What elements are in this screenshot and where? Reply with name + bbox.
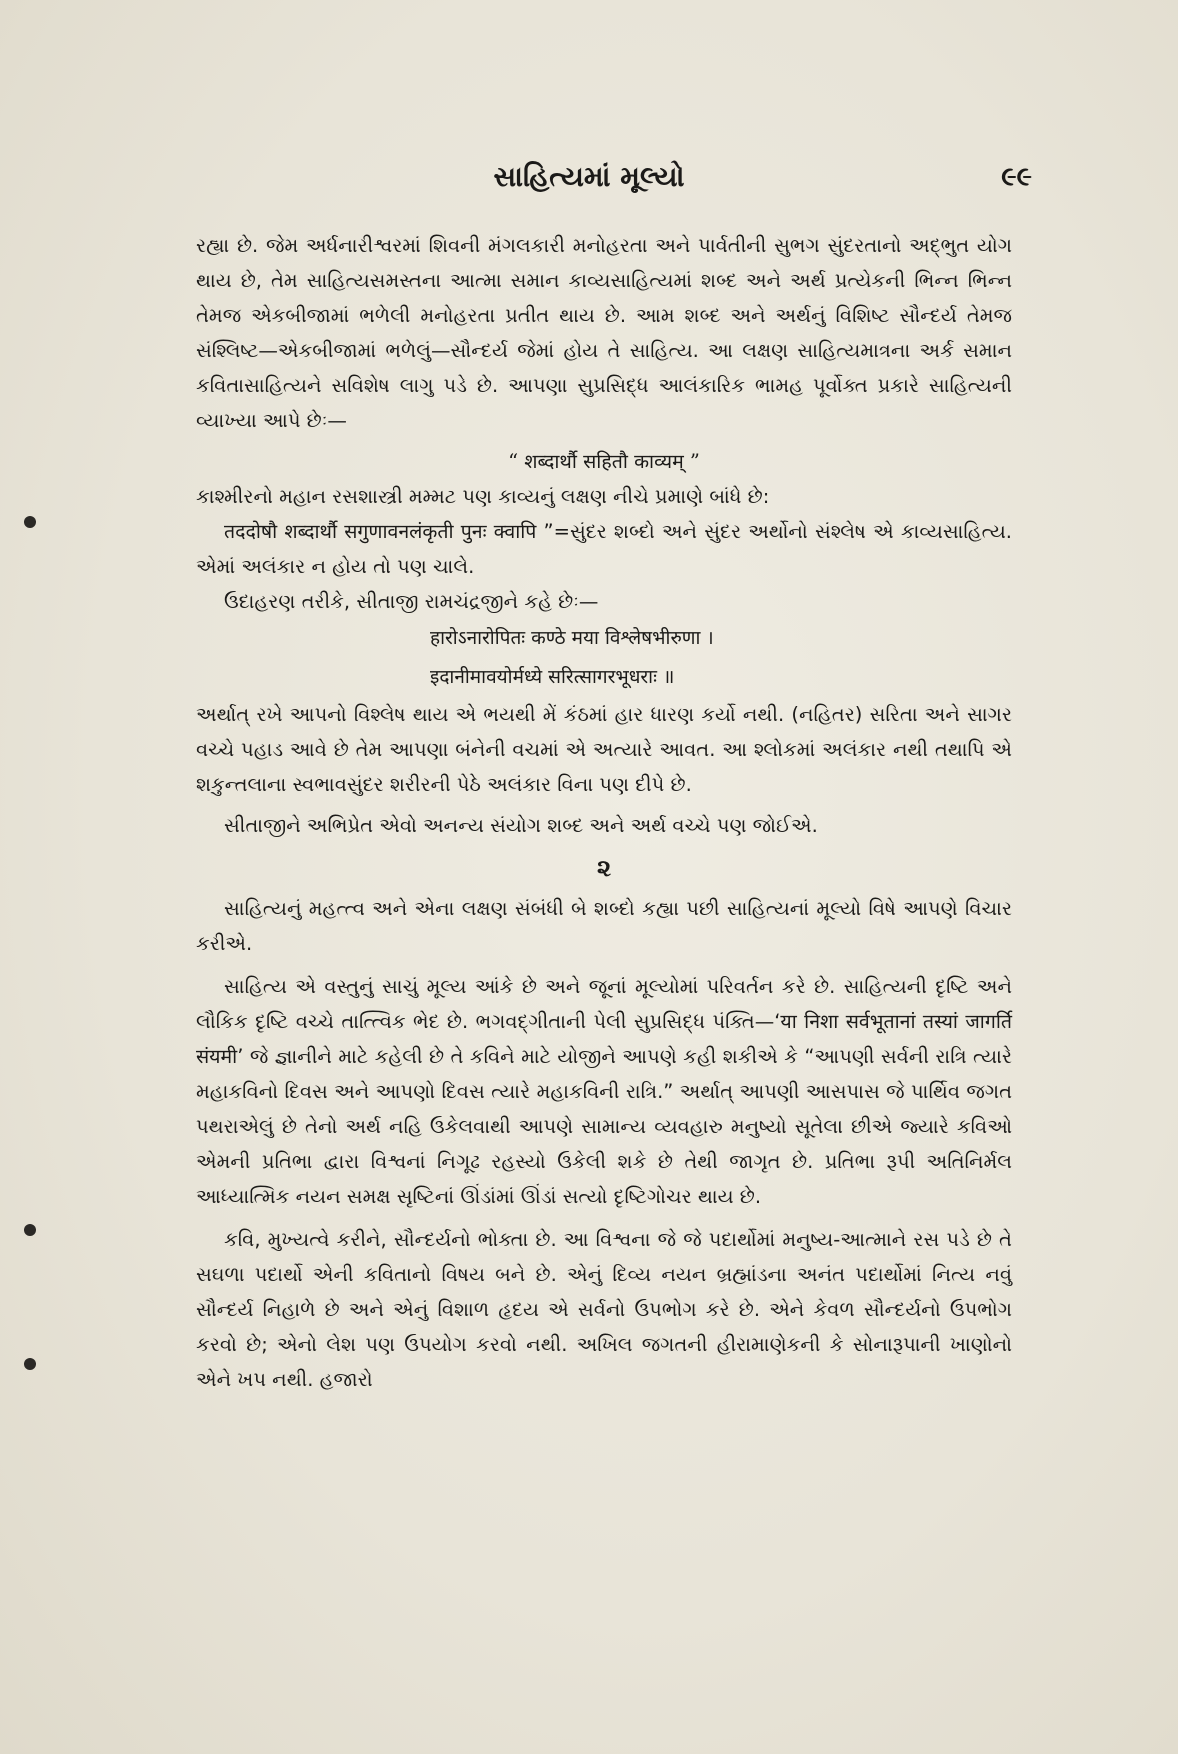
body-text: [196, 228, 1012, 1397]
binding-hole: [24, 1358, 36, 1370]
paragraph: ઉદાહરણ તરીકે, સીતાજી રામચંદ્રજીને કહે છેઃ—: [224, 590, 599, 613]
paragraph: तददोषौ शब्दार्थौ सगुणावनलंकृती पुनः क्वापि ”=સુંદર શબ્દો અને સુંદર અર્થોનો સંશ્લેષ એ કાવ્યસાહિત્ય. એમાં અલંકાર ન હોય તો પણ ચાલે.: [196, 520, 1012, 578]
verse-line: हारोऽनारोपितः कण्ठे मया विश्लेषभीरुणा ।: [430, 627, 714, 649]
section-number: ૨: [596, 854, 612, 882]
paragraph: કાશ્મીરનો મહાન રસશાસ્ત્રી મમ્મટ પણ કાવ્યનું લક્ષણ નીચે પ્રમાણે બાંધે છે:: [196, 485, 770, 508]
sanskrit-quote: “ शब्दार्थौ सहितौ काव्यम् ”: [508, 450, 700, 473]
page-header: [0, 160, 1178, 200]
verse-line: इदानीमावयोर्मध्ये सरित्सागरभूधराः ॥: [430, 666, 675, 688]
paragraph: રહ્યા છે. જેમ અર્ધનારીશ્વરમાં શિવની મંગલકારી મનોહરતા અને પાર્વતીની સુભગ સુંદરતાનો અદ્ભુત યોગ થાય છે, તેમ સાહિત્યસમસ્તના આત્મા સમાન કાવ્યસાહિત્યમાં શબ્દ અને અર્થ પ્રત્યેકની ભિન્ન ભિન્ન તેમજ એકબીજામાં ભળેલી મનોહરતા પ્રતીત થાય છે. આમ શબ્દ અને અર્થનું વિશિષ્ટ સૌન્દર્ય તેમજ સંશ્લિષ્ટ—એકબીજામાં ભળેલું—સૌન્દર્ય જેમાં હોય તે સાહિત્ય. આ લક્ષણ સાહિત્યમાત્રના અર્ક સમાન કવિતાસાહિત્યને સવિશેષ લાગુ પડે છે. આપણા સુપ્રસિદ્ધ આલંકારિક ભામહ પૂર્વોક્ત પ્રકારે સાહિત્યની વ્યાખ્યા આપે છેઃ—: [196, 234, 1012, 432]
page-number: ૯૯: [1001, 162, 1032, 192]
binding-hole: [24, 516, 36, 528]
paragraph: સાહિત્ય એ વસ્તુનું સાચું મૂલ્ય આંકે છે અને જૂનાં મૂલ્યોમાં પરિવર્તન કરે છે. સાહિત્યની દૃષ્ટિ અને લૌકિક દૃષ્ટિ વચ્ચે તાત્ત્વિક ભેદ છે. ભગવદ્ગીતાની પેલી સુપ્રસિદ્ધ પંક્તિ—‘या निशा सर्वभूतानां तस्यां जागर्ति संयमी’ જે જ્ઞાનીને માટે કહેલી છે તે કવિને માટે યોજીને આપણે કહી શકીએ કે “આપણી સર્વની રાત્રિ ત્યારે મહાકવિનો દિવસ અને આપણો દિવસ ત્યારે મહાકવિની રાત્રિ.” અર્થાત્ આપણી આસપાસ જે પાર્થિવ જગત પથરાએલું છે તેનો અર્થ નહિ ઉકેલવાથી આપણે સામાન્ય વ્યવહારુ મનુષ્યો સૂતેલા છીએ જ્યારે કવિઓ એમની પ્રતિભા દ્વારા વિશ્વનાં નિગૂઢ રહસ્યો ઉકેલી શકે છે તેથી જાગૃત છે. પ્રતિભા રૂપી અતિનિર્મલ આધ્યાત્મિક નયન સમક્ષ સૃષ્ટિનાં ઊંડાંમાં ઊંડાં સત્યો દૃષ્ટિગોચર થાય છે.: [196, 975, 1012, 1208]
paragraph: સાહિત્યનું મહત્ત્વ અને એના લક્ષણ સંબંધી બે શબ્દો કહ્યા પછી સાહિત્યનાં મૂલ્યો વિષે આપણે વિચાર કરીએ.: [196, 897, 1012, 955]
paragraph: સીતાજીને અભિપ્રેત એવો અનન્ય સંયોગ શબ્દ અને અર્થ વચ્ચે પણ જોઈએ.: [224, 814, 818, 837]
paragraph: કવિ, મુખ્યત્વે કરીને, સૌન્દર્યનો ભોક્તા છે. આ વિશ્વના જે જે પદાર્થોમાં મનુષ્ય-આત્માને રસ પડે છે તે સઘળા પદાર્થો એની કવિતાનો વિષય બને છે. એનું દિવ્ય નયન બ્રહ્માંડના અનંત પદાર્થોમાં નિત્ય નવું સૌન્દર્ય નિહાળે છે અને એનું વિશાળ હૃદય એ સર્વનો ઉપભોગ કરે છે. એને કેવળ સૌન્દર્યનો ઉપભોગ કરવો છે; એનો લેશ પણ ઉપયોગ કરવો નથી. અખિલ જગતની હીરામાણેકની કે સોનારૂપાની ખાણોનો એને ખપ નથી. હજારો: [196, 1228, 1012, 1391]
binding-hole: [24, 1224, 36, 1236]
running-title: સાહિત્યમાં મૂલ્યો: [493, 160, 685, 193]
paragraph: અર્થાત્ રખે આપનો વિશ્લેષ થાય એ ભયથી મેં કંઠમાં હાર ધારણ કર્યો નથી. (નહિતર) સરિતા અને સાગર વચ્ચે પહાડ આવે છે તેમ આપણા બંનેની વચમાં એ અત્યારે આવત. આ શ્લોકમાં અલંકાર નથી તથાપિ એ શકુન્તલાના સ્વભાવસુંદર શરીરની પેઠે અલંકાર વિના પણ દીપે છે.: [196, 703, 1012, 796]
